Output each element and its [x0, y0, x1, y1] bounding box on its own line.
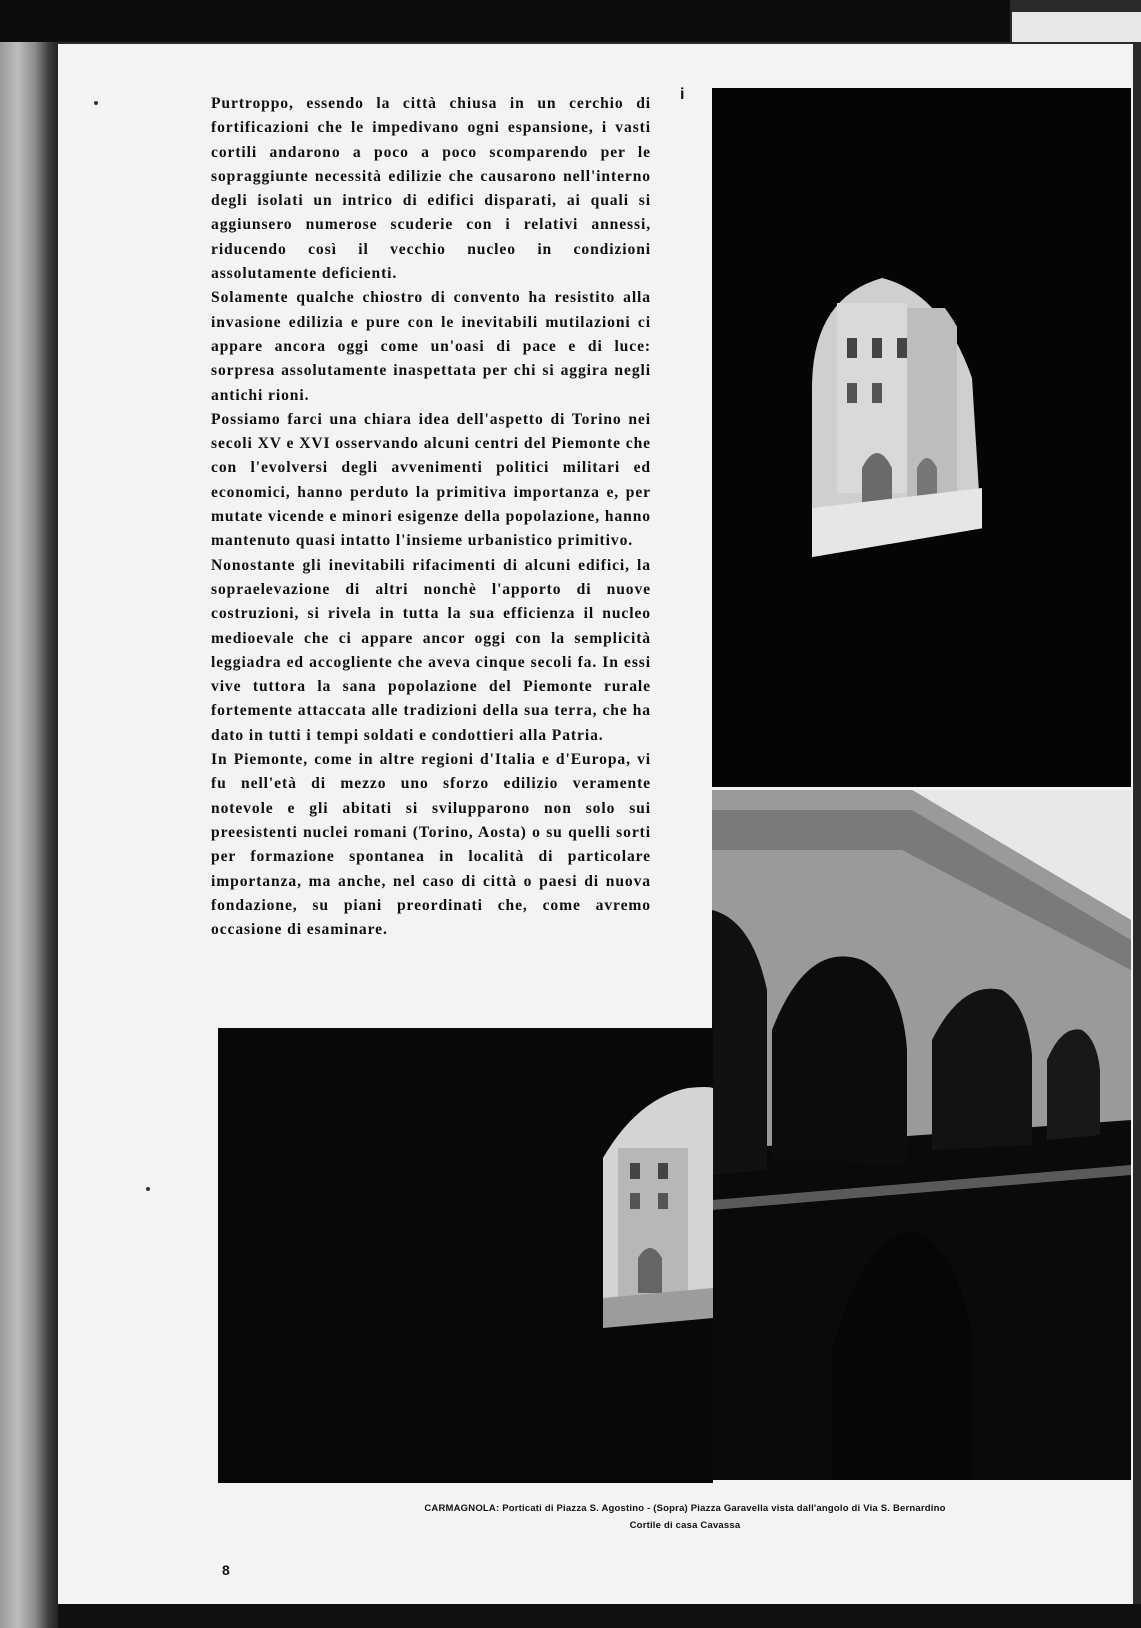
speck	[94, 101, 98, 105]
margin-mark: i	[680, 86, 685, 103]
book-binding-edge	[0, 42, 58, 1628]
paragraph: Possiamo farci una chiara idea dell'aspetto di Torino nei secoli XV e XVI osservando alcuni centri del Piemonte che con l'evolversi degli avvenimenti politici militari ed economici, hanno perduto la primitiva importanza e, per mutate vicende e minori esigenze della popolazione, hanno mantenuto quasi intatto l'insieme urbanistico primitivo.	[211, 410, 651, 550]
scan-corner	[1012, 12, 1141, 42]
photo-piazza-sant-agostino	[218, 1028, 713, 1483]
article-text	[211, 92, 651, 942]
paragraph: Purtroppo, essendo la città chiusa in un cerchio di fortificazioni che le impedivano ogni espansione, i vasti cortili andarono a poco a poco scomparendo per le sopraggiunte necessità edilizie che causarono nell'interno degli isolati un intrico di edifici disparati, ai quali si aggiunsero numerose scuderie con i relativi annessi, riducendo così il vecchio nucleo in condizioni assolutamente deficienti.	[211, 95, 651, 283]
photo-piazza-garavella	[712, 88, 1131, 787]
scan-bottom-shadow	[58, 1604, 1141, 1628]
caption-line: CARMAGNOLA: Porticati di Piazza S. Agostino - (Sopra) Piazza Garavella vista dall'angolo di Via S. Bernardino	[424, 1503, 946, 1514]
scan-top-shadow	[0, 0, 1010, 42]
photo-caption	[340, 1500, 1030, 1534]
photo-portico-view	[218, 1028, 713, 1483]
photo-arcade-view	[712, 790, 1131, 1480]
caption-line: Cortile di casa Cavassa	[629, 1520, 741, 1531]
page-number: 8	[222, 1562, 230, 1578]
speck	[146, 1187, 150, 1191]
photo-cortile-cavassa	[712, 790, 1131, 1480]
paragraph: Nonostante gli inevitabili rifacimenti di alcuni edifici, la sopraelevazione di altri nonchè l'apporto di nuove costruzioni, si rivela in tutta la sua efficienza il nucleo medioevale che ci appare ancor oggi con la semplicità leggiadra ed accogliente che aveva cinque secoli fa. In essi vive tuttora la sana popolazione del Piemonte rurale fortemente attaccata alle tradizioni della sua terra, che ha dato in tutti i tempi soldati e condottieri alla Patria.	[211, 556, 651, 744]
photo-arch-view	[712, 88, 1131, 787]
paragraph: Solamente qualche chiostro di convento ha resistito alla invasione edilizia e pure con le inevitabili mutilazioni ci appare ancora oggi come un'oasi di pace e di luce: sorpresa assolutamente inaspettata per chi si aggira negli antichi rioni.	[211, 289, 651, 404]
paragraph: In Piemonte, come in altre regioni d'Italia e d'Europa, vi fu nell'età di mezzo uno sforzo edilizio veramente notevole e gli abitati si svilupparono non solo sui preesistenti nuclei romani (Torino, Aosta) o su quelli sorti per formazione spontanea in località di particolare importanza, ma anche, nel caso di città o paesi di nuova fondazione, su piani preordinati che, come avremo occasione di esaminare.	[211, 751, 651, 939]
